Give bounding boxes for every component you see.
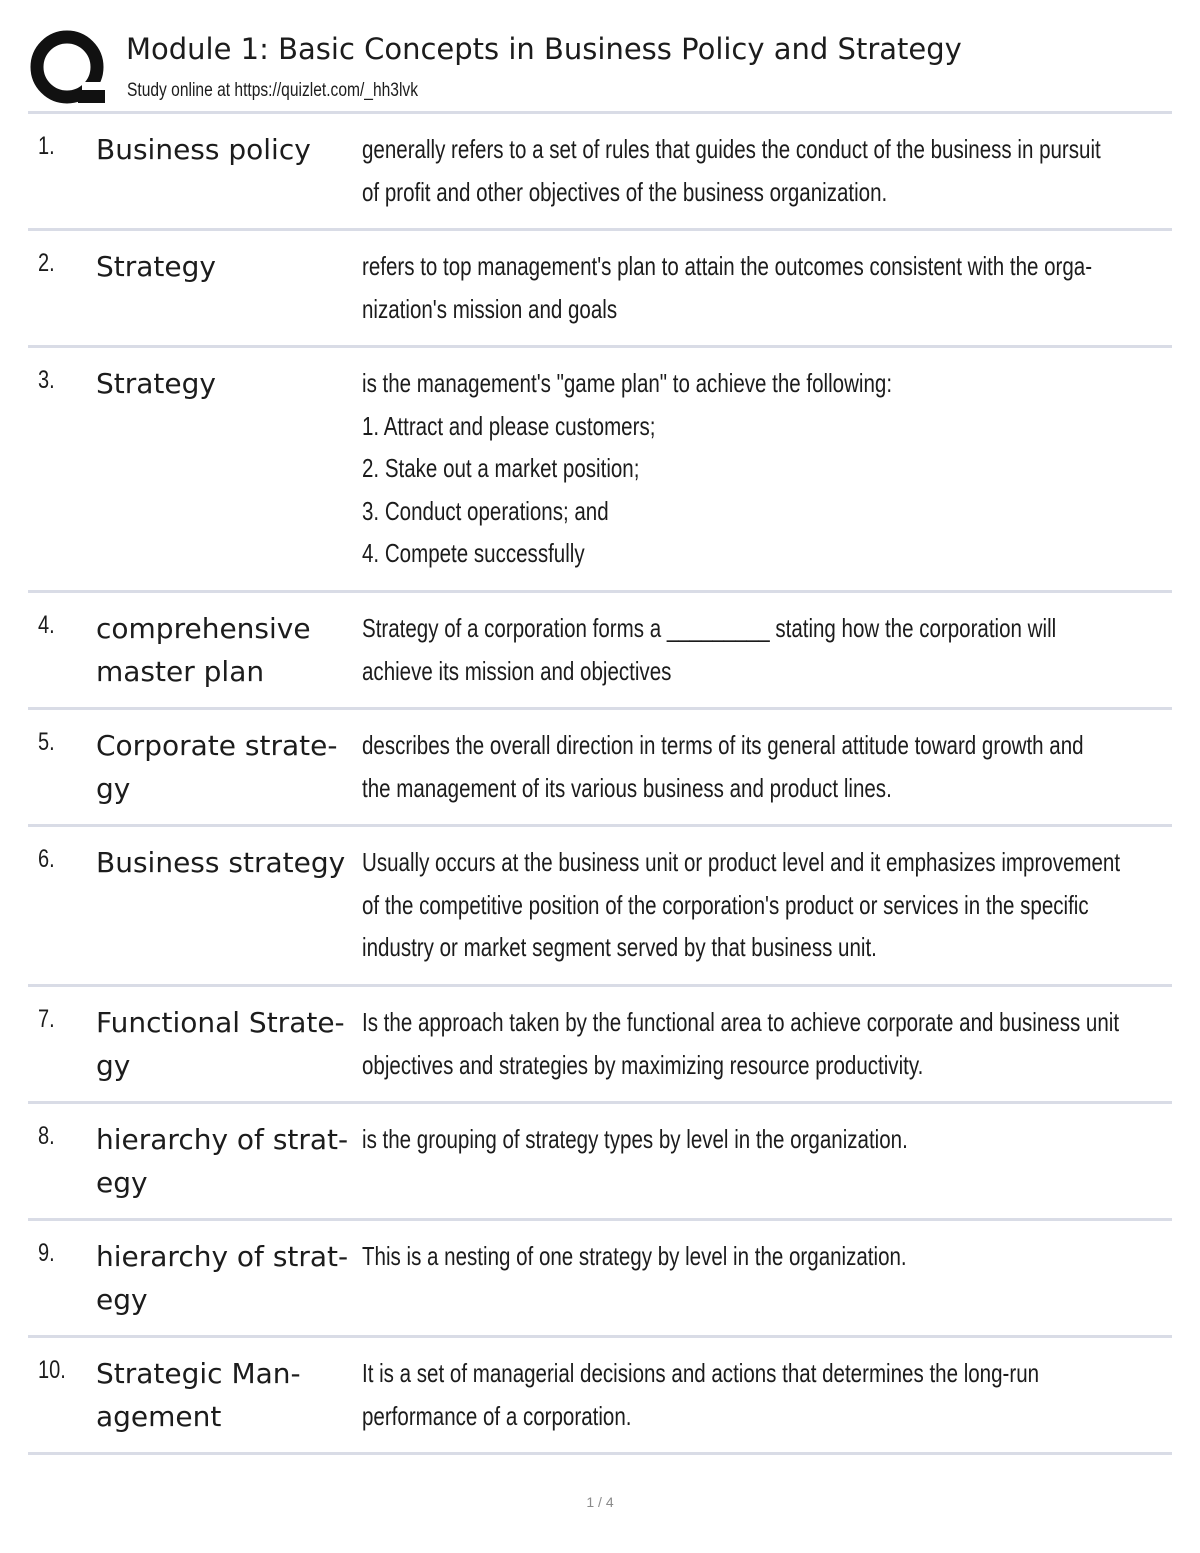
card-term: hierarchy of strat-egy: [96, 1240, 349, 1316]
card-definition: It is a set of managerial decisions and actions that determines the long-run performance of a corporation.: [362, 1358, 1040, 1431]
quizlet-q-logo-icon: [30, 30, 108, 108]
flashcard-row: [28, 593, 1172, 710]
card-number: 6.: [38, 845, 55, 873]
flashcard-row: [28, 1338, 1172, 1455]
study-online-link[interactable]: Study online at https://quizlet.com/_hh3lvk: [127, 80, 418, 101]
card-definition: describes the overall direction in terms of its general attitude toward growth and the management of its various business and product lines.: [362, 730, 1084, 803]
card-term: Business policy: [96, 133, 311, 166]
card-term: Strategy: [96, 250, 216, 283]
card-term: Strategic Man-agement: [96, 1357, 301, 1433]
flashcard-row: [28, 348, 1172, 593]
card-number: 5.: [38, 728, 55, 756]
card-definition: This is a nesting of one strategy by level in the organization.: [362, 1241, 907, 1271]
card-definition: is the grouping of strategy types by level in the organization.: [362, 1124, 908, 1154]
card-term: hierarchy of strat-egy: [96, 1123, 349, 1199]
card-term: Strategy: [96, 367, 216, 400]
card-number: 1.: [38, 132, 55, 160]
card-number: 2.: [38, 249, 55, 277]
card-term: Corporate strate-gy: [96, 729, 338, 805]
flashcard-row: [28, 827, 1172, 987]
card-definition: Strategy of a corporation forms a _________ stating how the corporation will achieve its mission and objectives: [362, 613, 1057, 686]
card-definition: is the management's "game plan" to achieve the following: 1. Attract and please customers; 2. Stake out a market position; 3. Conduct operations; and 4. Compete successfully: [362, 368, 893, 568]
card-term: Business strategy: [96, 846, 346, 879]
card-definition: refers to top management's plan to attain the outcomes consistent with the orga- nization's mission and goals: [362, 251, 1093, 324]
card-definition: Is the approach taken by the functional area to achieve corporate and business unit objectives and strategies by maximizing resource productivity.: [362, 1007, 1120, 1080]
flashcard-row: [28, 114, 1172, 231]
flashcard-row: [28, 710, 1172, 827]
page-header: [28, 28, 1172, 112]
card-number: 7.: [38, 1005, 55, 1033]
flashcard-row: [28, 987, 1172, 1104]
card-definition: generally refers to a set of rules that guides the conduct of the business in pursuit of profit and other objectives of the business organization.: [362, 134, 1101, 207]
card-number: 10.: [38, 1356, 66, 1384]
flashcard-list: [28, 114, 1172, 1455]
card-term: Functional Strate-gy: [96, 1006, 345, 1082]
flashcard-row: [28, 231, 1172, 348]
card-number: 4.: [38, 611, 55, 639]
card-definition: Usually occurs at the business unit or product level and it emphasizes improvement of the competitive position of the corporation's product or services in the specific industry or market segment served by that business unit.: [362, 847, 1121, 962]
flashcard-row: [28, 1104, 1172, 1221]
card-number: 3.: [38, 366, 55, 394]
card-number: 8.: [38, 1122, 55, 1150]
flashcard-row: [28, 1221, 1172, 1338]
card-number: 9.: [38, 1239, 55, 1267]
page-title: Module 1: Basic Concepts in Business Policy and Strategy: [126, 32, 962, 66]
page-indicator: 1 / 4: [586, 1494, 614, 1510]
card-term: comprehensive master plan: [96, 612, 311, 688]
